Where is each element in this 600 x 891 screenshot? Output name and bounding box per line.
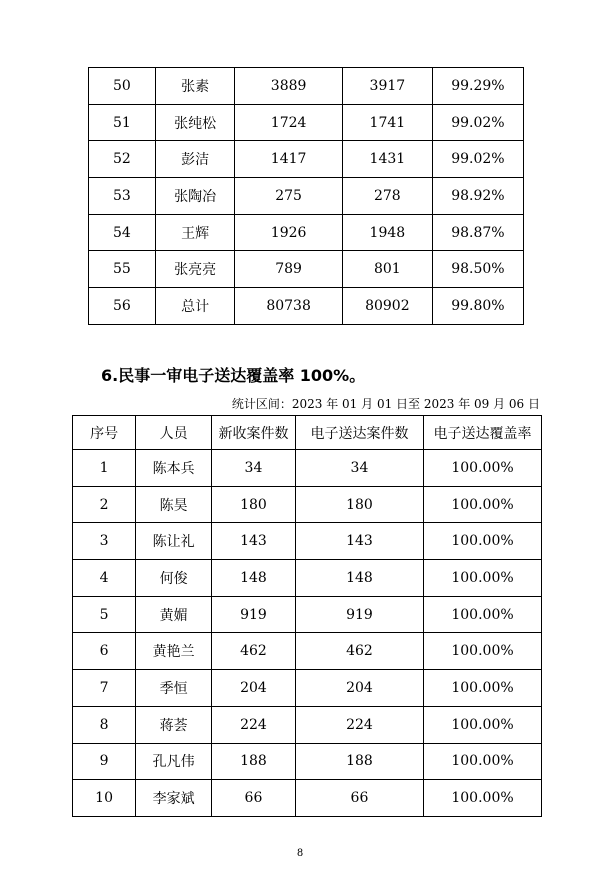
electronic-cases: 34 [295,450,423,487]
coverage-rate: 100.00% [424,706,542,743]
table-row [89,251,524,288]
row-index: 54 [89,214,156,251]
person-name: 陈让礼 [136,523,212,560]
person-name: 王辉 [155,214,234,251]
table-row [73,596,542,633]
coverage-rate: 98.50% [432,251,523,288]
person-name: 张亮亮 [155,251,234,288]
coverage-rate: 100.00% [424,780,542,817]
coverage-rate: 100.00% [424,670,542,707]
table-row [73,706,542,743]
person-name: 蒋荟 [136,706,212,743]
coverage-rate: 99.29% [432,68,523,105]
civil-first-instance-table [72,415,542,817]
table-row [73,523,542,560]
person-name: 孔凡伟 [136,743,212,780]
row-index: 1 [73,450,136,487]
electronic-cases: 188 [295,743,423,780]
table-row [73,560,542,597]
electronic-cases: 3917 [342,68,432,105]
new-cases: 1926 [235,214,343,251]
coverage-rate: 98.92% [432,178,523,215]
person-name: 陈本兵 [136,450,212,487]
table-row [89,141,524,178]
table-row [89,104,524,141]
table-row [89,178,524,215]
electronic-cases: 80902 [342,288,432,325]
coverage-rate: 99.02% [432,104,523,141]
new-cases: 462 [212,633,296,670]
new-cases: 1417 [235,141,343,178]
person-name: 黄艳兰 [136,633,212,670]
row-index: 9 [73,743,136,780]
coverage-rate: 99.80% [432,288,523,325]
table-row [73,743,542,780]
row-index: 2 [73,486,136,523]
table-row-total [89,288,524,325]
row-index: 56 [89,288,156,325]
coverage-rate: 99.02% [432,141,523,178]
electronic-cases: 1741 [342,104,432,141]
row-index: 50 [89,68,156,105]
electronic-cases: 462 [295,633,423,670]
row-index: 4 [73,560,136,597]
electronic-cases: 1431 [342,141,432,178]
page-number: 8 [296,848,304,859]
column-header-person: 人员 [136,416,212,450]
table-row [89,68,524,105]
new-cases: 66 [212,780,296,817]
table-row [89,214,524,251]
row-index: 6 [73,633,136,670]
coverage-rate: 100.00% [424,523,542,560]
new-cases: 148 [212,560,296,597]
new-cases: 224 [212,706,296,743]
row-index: 3 [73,523,136,560]
new-cases: 143 [212,523,296,560]
table-header-row [73,416,542,450]
column-header-new-cases: 新收案件数 [212,416,296,450]
person-name: 张纯松 [155,104,234,141]
person-name: 陈昊 [136,486,212,523]
row-index: 52 [89,141,156,178]
electronic-cases: 801 [342,251,432,288]
electronic-cases: 278 [342,178,432,215]
person-name: 李家斌 [136,780,212,817]
new-cases: 204 [212,670,296,707]
person-name: 黄媚 [136,596,212,633]
person-name: 季恒 [136,670,212,707]
new-cases: 180 [212,486,296,523]
electronic-cases: 148 [295,560,423,597]
new-cases: 919 [212,596,296,633]
table-row [73,780,542,817]
electronic-cases: 224 [295,706,423,743]
electronic-cases: 143 [295,523,423,560]
total-label: 总计 [155,288,234,325]
electronic-cases: 919 [295,596,423,633]
new-cases: 34 [212,450,296,487]
electronic-cases: 180 [295,486,423,523]
electronic-cases: 1948 [342,214,432,251]
coverage-rate: 100.00% [424,560,542,597]
electronic-cases: 66 [295,780,423,817]
row-index: 55 [89,251,156,288]
table-row [73,486,542,523]
column-header-index: 序号 [73,416,136,450]
new-cases: 1724 [235,104,343,141]
coverage-rate: 100.00% [424,633,542,670]
row-index: 53 [89,178,156,215]
person-name: 何俊 [136,560,212,597]
coverage-rate: 100.00% [424,743,542,780]
new-cases: 789 [235,251,343,288]
table-row [73,633,542,670]
row-index: 10 [73,780,136,817]
person-name: 彭洁 [155,141,234,178]
section-heading: 6.民事一审电子送达覆盖率 100%。 [101,366,366,385]
new-cases: 3889 [235,68,343,105]
coverage-rate: 100.00% [424,450,542,487]
new-cases: 188 [212,743,296,780]
new-cases: 275 [235,178,343,215]
new-cases: 80738 [235,288,343,325]
table-row [73,450,542,487]
row-index: 8 [73,706,136,743]
row-index: 5 [73,596,136,633]
row-index: 7 [73,670,136,707]
electronic-cases: 204 [295,670,423,707]
person-name: 张陶冶 [155,178,234,215]
column-header-coverage-rate: 电子送达覆盖率 [424,416,542,450]
column-header-electronic-cases: 电子送达案件数 [295,416,423,450]
coverage-rate: 100.00% [424,486,542,523]
row-index: 51 [89,104,156,141]
person-name: 张素 [155,68,234,105]
continued-statistics-table [88,67,524,325]
statistics-period: 统计区间：2023 年 01 月 01 日至 2023 年 09 月 06 日 [231,397,540,411]
coverage-rate: 98.87% [432,214,523,251]
table-row [73,670,542,707]
coverage-rate: 100.00% [424,596,542,633]
